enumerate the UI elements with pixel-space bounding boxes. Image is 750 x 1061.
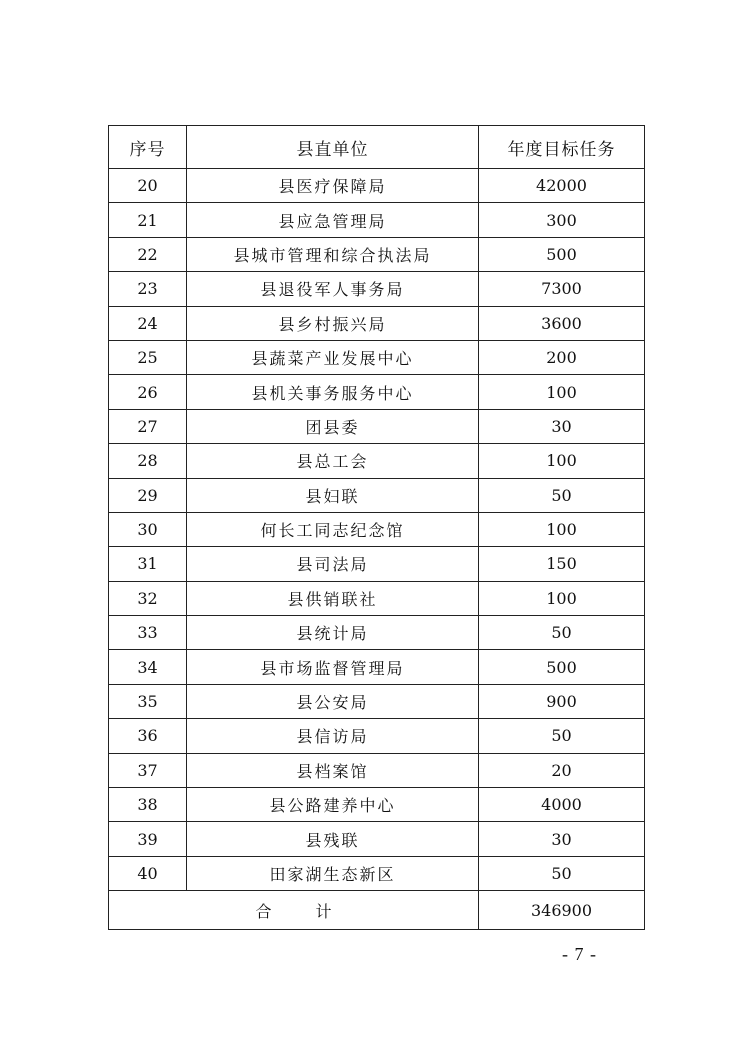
- row-target-cell: 30: [479, 822, 645, 856]
- table-row: [109, 169, 645, 203]
- row-target-cell: 30: [479, 409, 645, 443]
- total-label-part2: 计: [315, 901, 332, 921]
- row-unit-cell: 团县委: [187, 409, 479, 443]
- row-target-cell: 150: [479, 547, 645, 581]
- row-index-cell: 38: [109, 788, 187, 822]
- row-index-cell: 31: [109, 547, 187, 581]
- row-unit-cell: 县妇联: [187, 478, 479, 512]
- total-label-part1: 合: [255, 901, 272, 921]
- row-unit-cell: 县残联: [187, 822, 479, 856]
- table-row: [109, 753, 645, 787]
- table-row: [109, 719, 645, 753]
- table-row: [109, 340, 645, 374]
- row-target-cell: 300: [479, 203, 645, 237]
- header-index: 序号: [109, 126, 187, 169]
- row-index-cell: 34: [109, 650, 187, 684]
- total-value: 346900: [479, 891, 645, 930]
- row-target-cell: 200: [479, 340, 645, 374]
- row-target-cell: 50: [479, 856, 645, 890]
- row-index-cell: 30: [109, 512, 187, 546]
- table-row: [109, 650, 645, 684]
- row-unit-cell: 县退役军人事务局: [187, 272, 479, 306]
- page-number: - 7 -: [562, 944, 597, 964]
- total-label: [109, 891, 479, 930]
- header-unit: 县直单位: [187, 126, 479, 169]
- row-unit-cell: 县城市管理和综合执法局: [187, 237, 479, 271]
- row-index-cell: 21: [109, 203, 187, 237]
- row-index-cell: 39: [109, 822, 187, 856]
- table-row: [109, 237, 645, 271]
- row-unit-cell: 县乡村振兴局: [187, 306, 479, 340]
- row-unit-cell: 县市场监督管理局: [187, 650, 479, 684]
- row-index-cell: 29: [109, 478, 187, 512]
- row-target-cell: 4000: [479, 788, 645, 822]
- row-target-cell: 20: [479, 753, 645, 787]
- row-index-cell: 35: [109, 684, 187, 718]
- table-row: [109, 616, 645, 650]
- table-body: [109, 169, 645, 891]
- row-index-cell: 20: [109, 169, 187, 203]
- row-target-cell: 50: [479, 719, 645, 753]
- row-unit-cell: 田家湖生态新区: [187, 856, 479, 890]
- table-row: [109, 272, 645, 306]
- row-index-cell: 28: [109, 444, 187, 478]
- header-target: 年度目标任务: [479, 126, 645, 169]
- table-row: [109, 788, 645, 822]
- row-target-cell: 100: [479, 581, 645, 615]
- row-target-cell: 900: [479, 684, 645, 718]
- row-index-cell: 36: [109, 719, 187, 753]
- row-unit-cell: 县档案馆: [187, 753, 479, 787]
- table-row: [109, 306, 645, 340]
- table-row: [109, 822, 645, 856]
- row-unit-cell: 县公路建养中心: [187, 788, 479, 822]
- row-target-cell: 50: [479, 478, 645, 512]
- row-unit-cell: 县公安局: [187, 684, 479, 718]
- table-row: [109, 478, 645, 512]
- task-table: [108, 125, 645, 930]
- row-unit-cell: 县司法局: [187, 547, 479, 581]
- table-row: [109, 581, 645, 615]
- row-index-cell: 33: [109, 616, 187, 650]
- table-header-row: [109, 126, 645, 169]
- row-index-cell: 40: [109, 856, 187, 890]
- table-row: [109, 856, 645, 890]
- row-unit-cell: 县总工会: [187, 444, 479, 478]
- row-unit-cell: 县蔬菜产业发展中心: [187, 340, 479, 374]
- row-index-cell: 22: [109, 237, 187, 271]
- table-row: [109, 203, 645, 237]
- row-index-cell: 23: [109, 272, 187, 306]
- row-unit-cell: 县应急管理局: [187, 203, 479, 237]
- row-target-cell: 7300: [479, 272, 645, 306]
- row-target-cell: 42000: [479, 169, 645, 203]
- total-row: [109, 891, 645, 930]
- row-target-cell: 100: [479, 512, 645, 546]
- row-target-cell: 100: [479, 375, 645, 409]
- row-unit-cell: 县信访局: [187, 719, 479, 753]
- table-row: [109, 512, 645, 546]
- row-index-cell: 37: [109, 753, 187, 787]
- row-target-cell: 100: [479, 444, 645, 478]
- row-index-cell: 26: [109, 375, 187, 409]
- row-index-cell: 24: [109, 306, 187, 340]
- table-row: [109, 684, 645, 718]
- row-unit-cell: 何长工同志纪念馆: [187, 512, 479, 546]
- row-unit-cell: 县机关事务服务中心: [187, 375, 479, 409]
- row-target-cell: 50: [479, 616, 645, 650]
- table-row: [109, 409, 645, 443]
- row-index-cell: 32: [109, 581, 187, 615]
- row-index-cell: 27: [109, 409, 187, 443]
- row-unit-cell: 县统计局: [187, 616, 479, 650]
- row-unit-cell: 县供销联社: [187, 581, 479, 615]
- table-row: [109, 375, 645, 409]
- row-target-cell: 500: [479, 650, 645, 684]
- row-unit-cell: 县医疗保障局: [187, 169, 479, 203]
- table-row: [109, 547, 645, 581]
- row-target-cell: 500: [479, 237, 645, 271]
- row-target-cell: 3600: [479, 306, 645, 340]
- table-row: [109, 444, 645, 478]
- row-index-cell: 25: [109, 340, 187, 374]
